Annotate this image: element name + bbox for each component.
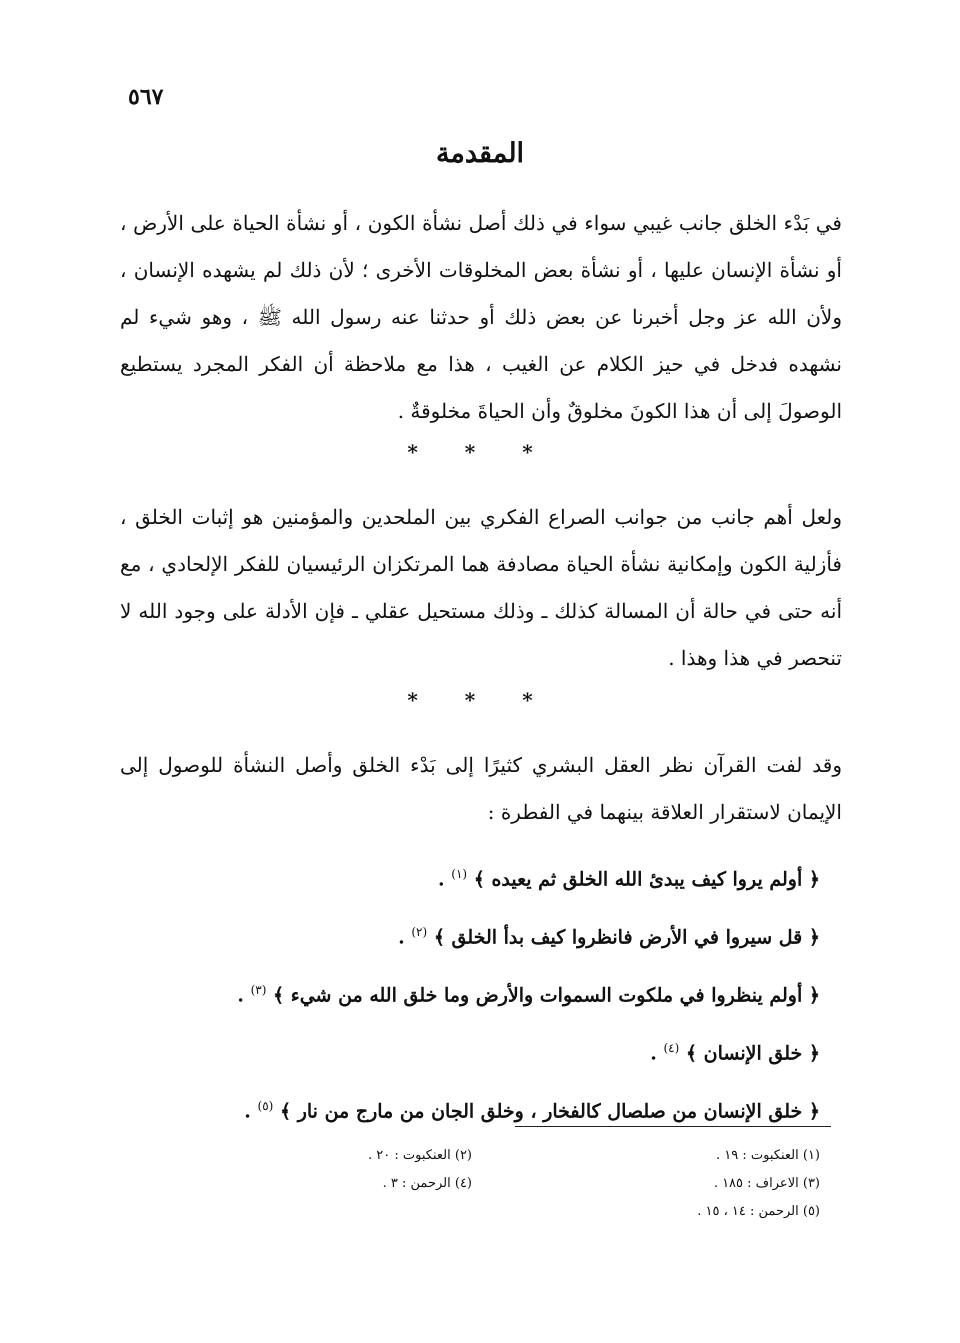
- verse-4: [120, 1019, 820, 1077]
- verse-2: [120, 903, 820, 961]
- verse-end: .: [244, 1100, 251, 1123]
- footnote-ref: (٥): [257, 1099, 274, 1113]
- verse-text: ﴿ خلق الإنسان ﴾: [685, 1042, 820, 1065]
- footnote-1: (١) العنكبوت : ١٩ .: [716, 1148, 820, 1163]
- paragraph-3: وقد لفت القرآن نظر العقل البشري كثيرًا إلى بَدْء الخلق وأصل النشأة للوصول إلى الإيمان لاستقرار العلاقة بينهما في الفطرة :: [120, 753, 842, 824]
- verse-text: ﴿ أولم يروا كيف يبدئ الله الخلق ثم يعيده ﴾: [473, 868, 820, 891]
- verse-end: .: [398, 926, 405, 949]
- verse-text: ﴿ قل سيروا في الأرض فانظروا كيف بدأ الخلق ﴾: [433, 926, 820, 949]
- verse-1: [120, 845, 820, 903]
- footnotes-column-left: [368, 1144, 472, 1200]
- page-number: ٥٦٧: [128, 84, 164, 110]
- paragraph-2: ولعل أهم جانب من جوانب الصراع الفكري بين الملحدين والمؤمنين هو إثبات الخلق ، فأزلية الكون وإمكانية نشأة الحياة مصادفة هما المرتكزان الرئيسيان للفكر الإلحادي ، مع أنه حتى في حالة أن المسالة كذلك ـ وذلك مستحيل عقلي ـ فإن الأدلة على وجود الله لا تنحصر في هذا وهذا .: [120, 505, 843, 670]
- footnote-ref: (١): [451, 867, 468, 881]
- paragraph-1: في بَدْء الخلق جانب غيبي سواء في ذلك أصل نشأة الكون ، أو نشأة الحياة على الأرض ، أو نشأة الإنسان عليها ، أو نشأة بعض المخلوقات الأخرى ؛ لأن ذلك لم يشهده الإنسان ، ولأن الله عز وجل أخبرنا عن بعض ذلك أو حدثنا عنه رسول الله ﷺ ، وهو شيء لم نشهده فدخل في حيز الكلام عن الغيب ، هذا مع ملاحظة أن الفكر المجرد يستطيع الوصولَ إلى أن هذا الكونَ مخلوقٌ وأن الحياةَ مخلوقةٌ .: [120, 211, 842, 423]
- footnote-ref: (٣): [250, 983, 267, 997]
- verse-end: .: [438, 868, 445, 891]
- footnote-ref: (٤): [663, 1041, 680, 1055]
- verse-3: [120, 961, 820, 1019]
- footnote-3: (٣) الاعراف : ١٨٥ .: [713, 1176, 820, 1191]
- section-title: المقدمة: [435, 138, 525, 169]
- footnote-divider: [515, 1126, 831, 1127]
- verse-text: ﴿ أولم ينظروا في ملكوت السموات والأرض وما خلق الله من شيء ﴾: [273, 984, 820, 1007]
- verse-text: ﴿ خلق الإنسان من صلصال كالفخار ، وخلق الجان من مارج من نار ﴾: [279, 1100, 820, 1123]
- footnote-ref: (٢): [411, 925, 428, 939]
- footnotes-column-right: [697, 1144, 820, 1228]
- footnote-4: (٤) الرحمن : ٣ .: [382, 1176, 472, 1191]
- footnote-2: (٢) العنكبوت : ٢٠ .: [368, 1148, 472, 1163]
- verse-list: [120, 845, 820, 1135]
- separator-1: * * *: [407, 440, 553, 464]
- separator-2: * * *: [407, 688, 553, 712]
- verse-end: .: [237, 984, 244, 1007]
- verse-end: .: [650, 1042, 657, 1065]
- footnote-5: (٥) الرحمن : ١٤ ، ١٥ .: [697, 1204, 820, 1219]
